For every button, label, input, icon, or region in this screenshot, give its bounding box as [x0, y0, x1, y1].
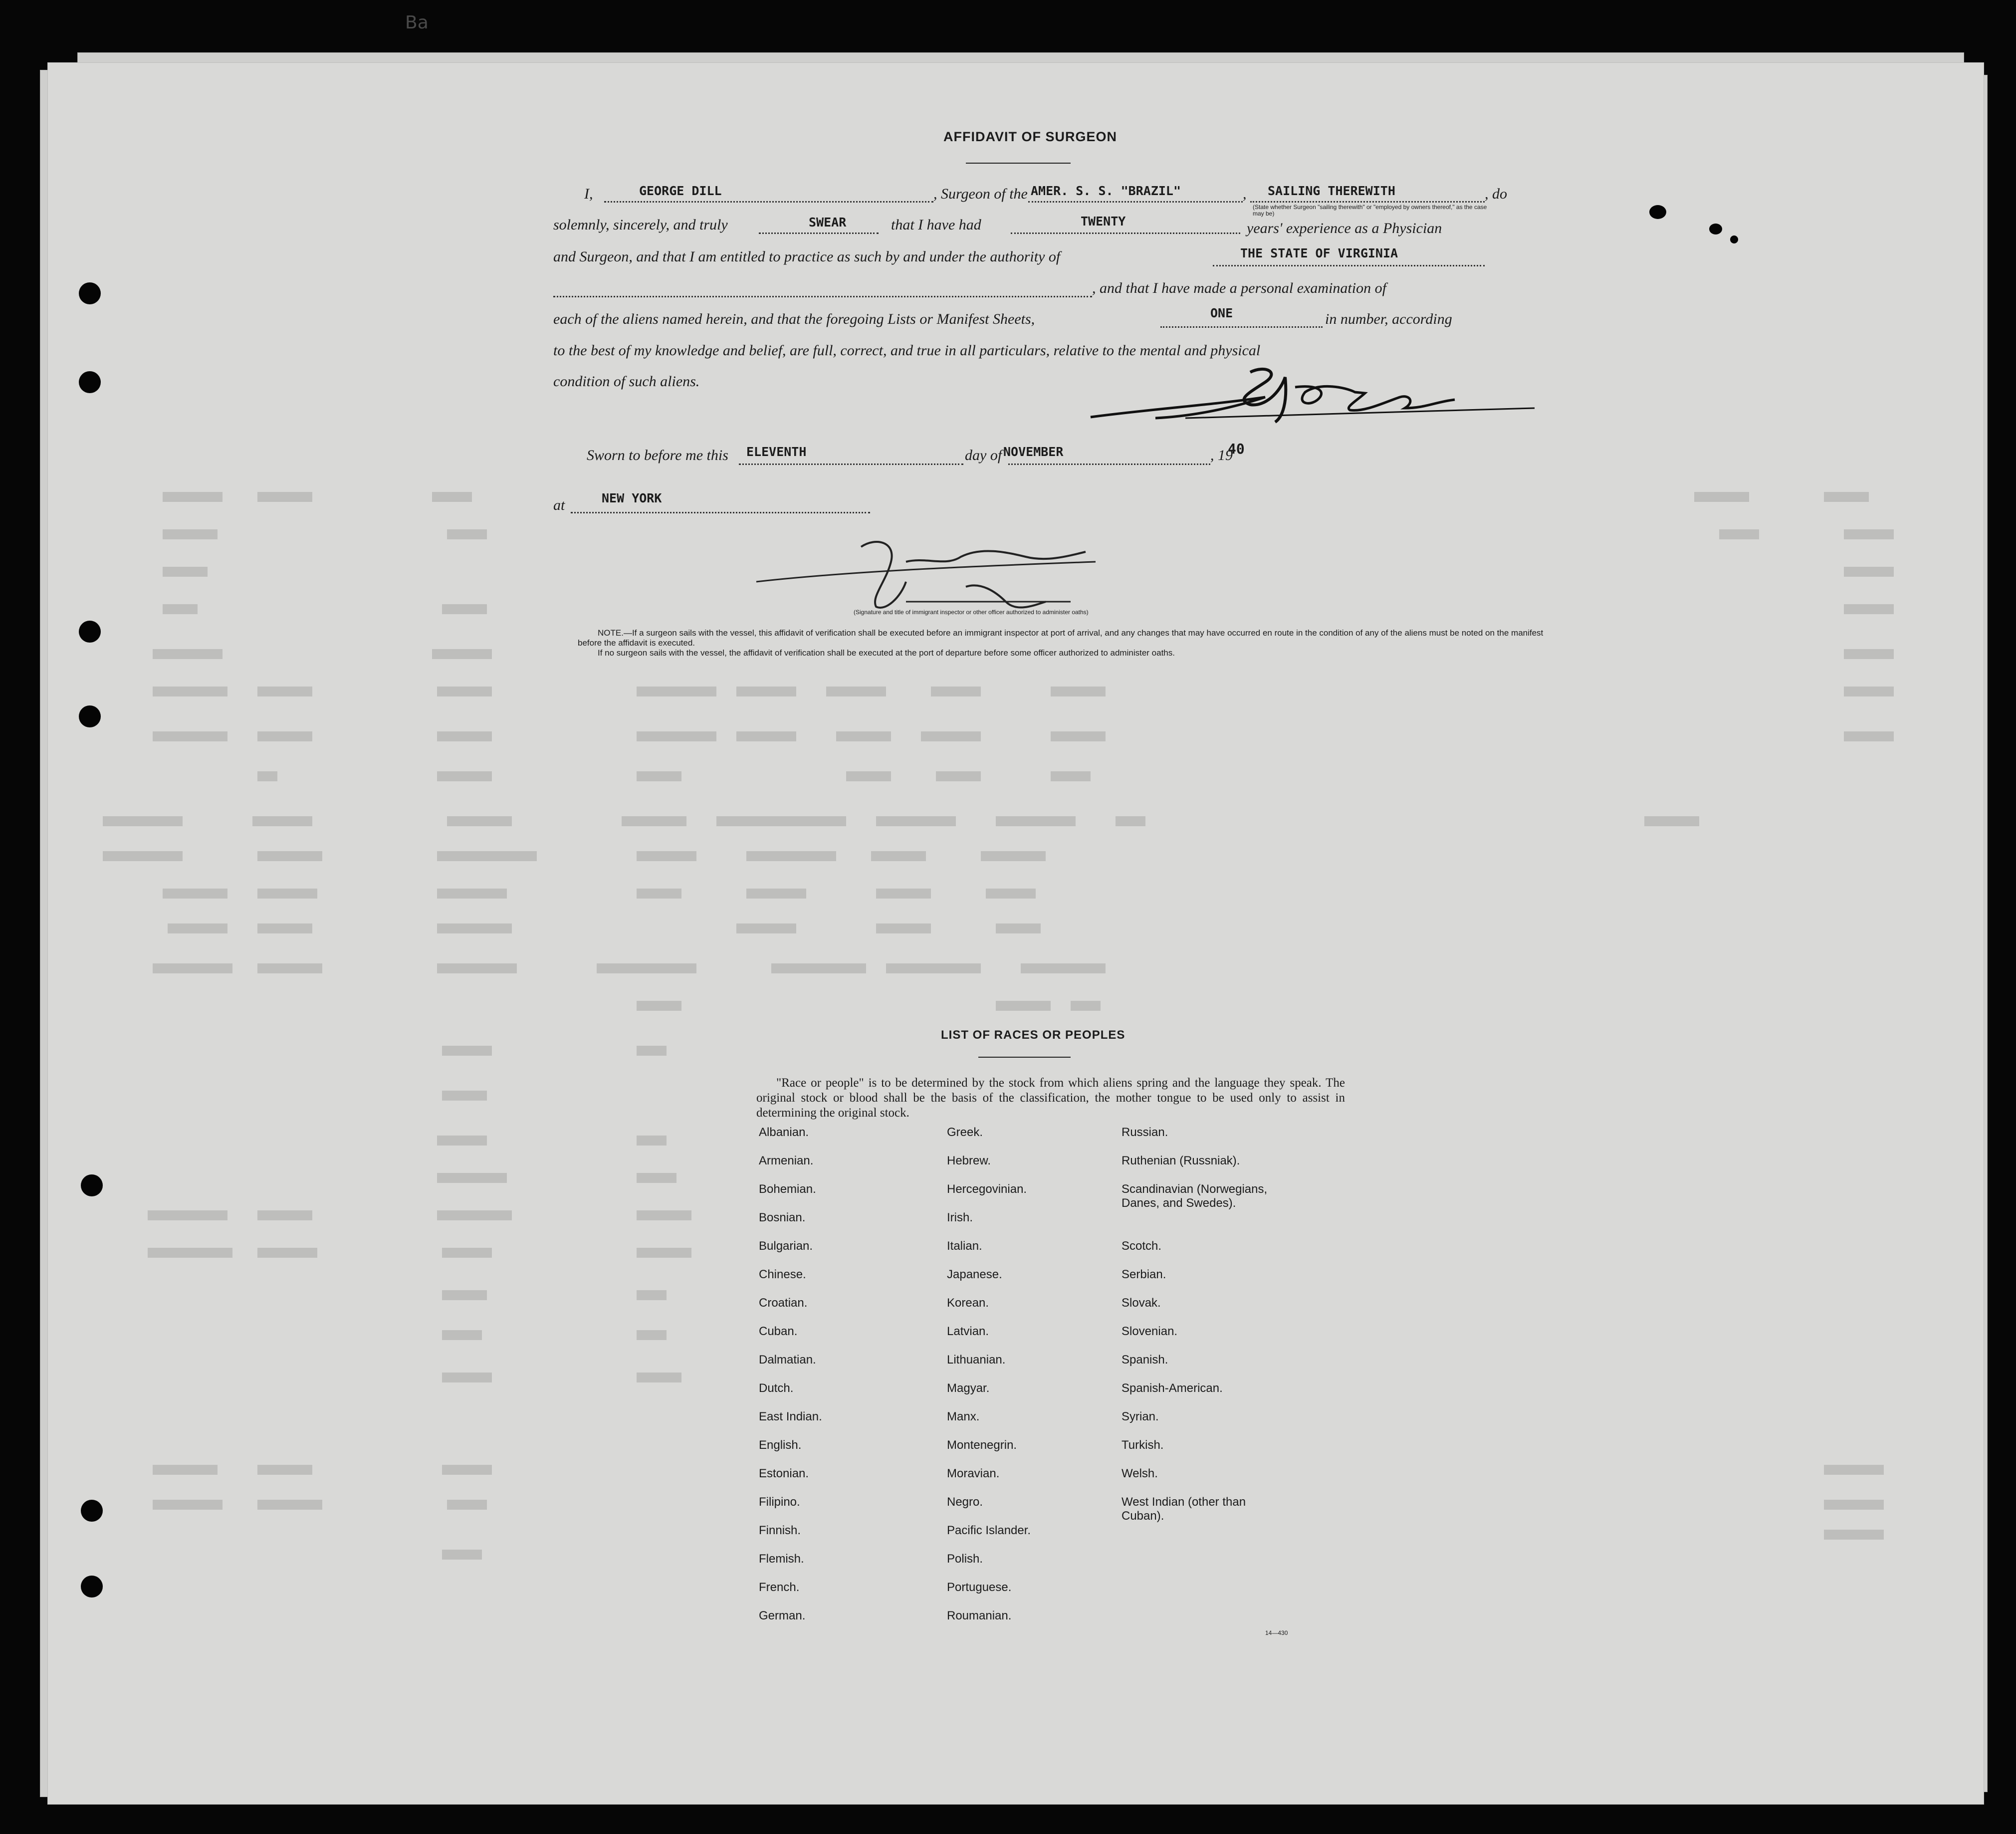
affidavit-i: I,: [584, 186, 593, 202]
race-item: Finnish.: [759, 1524, 801, 1537]
race-item: Montenegrin.: [947, 1438, 1017, 1452]
surgeon-of-the: , Surgeon of the: [933, 186, 1028, 202]
race-item: Croatian.: [759, 1296, 808, 1310]
year-prefix: , 19: [1210, 447, 1233, 463]
race-item: Lithuanian.: [947, 1353, 1006, 1367]
sworn-month-line: [1008, 463, 1210, 465]
binder-hole: [81, 1174, 103, 1196]
note-no-surgeon: If no surgeon sails with the vessel, the affidavit of verification shall be executed at the port of departure before some officer authorized to administer oaths.: [598, 648, 1175, 658]
note-surgeon-sails: NOTE.—If a surgeon sails with the vessel, this affidavit of verification shall be executed before an immigrant inspector at port of arrival, and any changes that may have occurred en route in the condition of any of the aliens must be noted on the manifest before the affidavit is executed.: [578, 628, 1544, 648]
race-item: Irish.: [947, 1211, 973, 1224]
race-item: Estonian.: [759, 1467, 809, 1480]
oath-type: SWEAR: [809, 215, 847, 229]
state-note: (State whether Surgeon "sailing therewith" or "employed by owners thereof," as the case may be): [1253, 204, 1487, 217]
race-item: Armenian.: [759, 1154, 814, 1167]
race-item: Portuguese.: [947, 1581, 1012, 1594]
race-item: Filipino.: [759, 1495, 800, 1509]
race-item: East Indian.: [759, 1410, 822, 1423]
race-item: Bohemian.: [759, 1182, 816, 1196]
race-item: Welsh.: [1121, 1467, 1158, 1480]
sheets-count: ONE: [1210, 306, 1233, 320]
ink-blot: [1730, 235, 1738, 243]
race-item: Korean.: [947, 1296, 989, 1310]
race-item: Greek.: [947, 1126, 983, 1139]
race-item: Serbian.: [1121, 1268, 1166, 1281]
swear-line: [759, 232, 879, 234]
race-item: Bulgarian.: [759, 1239, 813, 1253]
races-title: LIST OF RACES OR PEOPLES: [941, 1028, 1125, 1042]
race-item: Cuban.: [759, 1325, 798, 1338]
authority-line: [1213, 265, 1485, 266]
form-number: 14—430: [1265, 1629, 1288, 1636]
race-item: Dalmatian.: [759, 1353, 816, 1367]
sailing-line: [1250, 201, 1485, 203]
race-item: Ruthenian (Russniak).: [1121, 1154, 1240, 1167]
in-number-text: in number, according: [1325, 311, 1452, 327]
race-item: German.: [759, 1609, 806, 1622]
sworn-month: NOVEMBER: [1003, 445, 1064, 459]
that-i-have-had: that I have had: [891, 217, 981, 233]
race-item: Slovak.: [1121, 1296, 1161, 1310]
race-item: Roumanian.: [947, 1609, 1012, 1622]
authority-value: THE STATE OF VIRGINIA: [1240, 246, 1398, 260]
race-item: Magyar.: [947, 1381, 990, 1395]
surgeon-name-line: [604, 201, 933, 203]
sworn-text: Sworn to before me this: [587, 447, 728, 463]
surgeon-signature: [1086, 362, 1555, 427]
race-item: Scotch.: [1121, 1239, 1162, 1253]
do-text: , do: [1485, 186, 1507, 202]
ship-comma: ,: [1243, 186, 1247, 202]
condition-text: condition of such aliens.: [553, 373, 700, 390]
blank-line: [553, 296, 1092, 297]
years-line: [1011, 232, 1240, 234]
race-item: Chinese.: [759, 1268, 806, 1281]
race-item: Pacific Islander.: [947, 1524, 1031, 1537]
sworn-day: ELEVENTH: [746, 445, 807, 459]
race-item: Albanian.: [759, 1126, 809, 1139]
race-item: Hebrew.: [947, 1154, 991, 1167]
race-item: Italian.: [947, 1239, 982, 1253]
binder-hole: [81, 1500, 103, 1522]
race-item: Spanish.: [1121, 1353, 1168, 1367]
sworn-day-line: [739, 463, 963, 465]
binder-hole: [79, 282, 101, 304]
affidavit-title: AFFIDAVIT OF SURGEON: [943, 129, 1117, 144]
binder-hole: [79, 371, 101, 393]
race-item: Latvian.: [947, 1325, 989, 1338]
race-item: Negro.: [947, 1495, 983, 1509]
to-the-best-text: to the best of my knowledge and belief, are full, correct, and true in all particulars, relative to the mental and physical: [553, 342, 1261, 359]
race-item: Spanish-American.: [1121, 1381, 1223, 1395]
race-item: English.: [759, 1438, 802, 1452]
race-item: West Indian (other than Cuban).: [1121, 1495, 1246, 1523]
page-edge-back: [77, 52, 1964, 63]
races-rule: [978, 1057, 1071, 1058]
title-rule: [966, 163, 1071, 164]
ink-blot: [1709, 224, 1722, 234]
each-of-aliens-text: each of the aliens named herein, and that the foregoing Lists or Manifest Sheets,: [553, 311, 1035, 327]
race-item: Slovenian.: [1121, 1325, 1178, 1338]
race-item: Manx.: [947, 1410, 980, 1423]
sworn-place: NEW YORK: [602, 491, 662, 505]
race-item: Russian.: [1121, 1126, 1168, 1139]
personal-exam-text: , and that I have made a personal examination of: [1092, 280, 1386, 296]
race-item: Scandinavian (Norwegians, Danes, and Swedes).: [1121, 1182, 1268, 1210]
sheets-line: [1160, 326, 1323, 328]
races-intro: "Race or people" is to be determined by the stock from which aliens spring and the language they speak. The original stock or blood shall be the basis of the classification, the mother tongue to be used only to assist in determining the original stock.: [756, 1076, 1345, 1120]
sworn-place-line: [571, 512, 870, 513]
race-item: Flemish.: [759, 1552, 804, 1566]
race-item: Dutch.: [759, 1381, 794, 1395]
solemnly-text: solemnly, sincerely, and truly: [553, 217, 728, 233]
race-item: Japanese.: [947, 1268, 1002, 1281]
signature-caption: (Signature and title of immigrant inspector or other officer authorized to administer oaths): [854, 609, 1089, 616]
race-item: Syrian.: [1121, 1410, 1159, 1423]
race-item: Polish.: [947, 1552, 983, 1566]
year-suffix: 40: [1228, 441, 1245, 457]
race-item: French.: [759, 1581, 800, 1594]
sailing-status: SAILING THEREWITH: [1268, 184, 1395, 198]
binder-hole: [79, 705, 101, 727]
race-item: Moravian.: [947, 1467, 1000, 1480]
binder-hole: [79, 621, 101, 643]
at-text: at: [553, 497, 565, 513]
binder-hole: [81, 1576, 103, 1598]
race-item: Bosnian.: [759, 1211, 806, 1224]
corner-mark: Ba: [405, 12, 429, 33]
race-item: Hercegovinian.: [947, 1182, 1027, 1196]
ship-line: [1028, 201, 1243, 203]
and-surgeon-text: and Surgeon, and that I am entitled to practice as such by and under the authority of: [553, 248, 1061, 265]
ink-blot: [1649, 205, 1666, 219]
race-item: Turkish.: [1121, 1438, 1164, 1452]
years-value: TWENTY: [1081, 214, 1126, 229]
surgeon-name: GEORGE DILL: [639, 184, 722, 198]
day-of-text: day of: [965, 447, 1002, 463]
years-experience: years' experience as a Physician: [1247, 220, 1442, 236]
ship-name: AMER. S. S. "BRAZIL": [1031, 184, 1181, 198]
manifest-sheet: [47, 62, 1984, 1805]
